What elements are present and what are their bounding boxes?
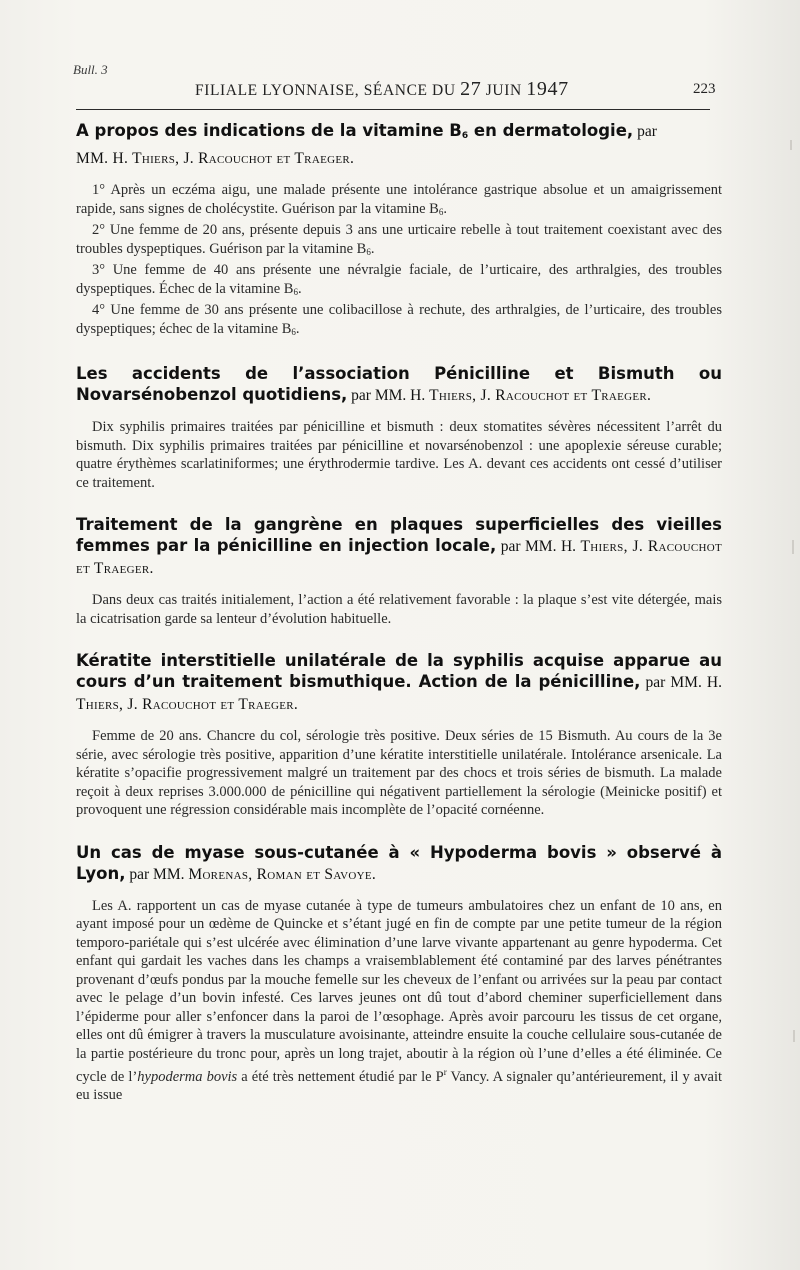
article-keratite	[76, 650, 722, 820]
article-gangrene	[76, 514, 722, 628]
paragraph: Dans deux cas traités initialement, l’action a été relativement favorable : la plaque s’est vite détergée, mais la cicatrisation garde sa lenteur d’évolution habituelle.	[76, 592, 722, 627]
paragraph: 2° Une femme de 20 ans, présente depuis 3 ans une urticaire rebelle à tout traitement coexistant avec des troubles dyspeptiques. Guérison par la vitamine $B_6$.	[76, 222, 722, 257]
title-subscript: 6	[461, 131, 469, 141]
running-head	[195, 78, 569, 101]
title-by: par MM. H.	[347, 387, 430, 404]
scan-artifact	[792, 540, 794, 554]
article-title	[76, 120, 722, 147]
article-myase	[76, 842, 722, 1105]
title-text: A propos des indications de la vitamine B	[76, 121, 462, 140]
title-by: par MM.	[125, 865, 189, 883]
running-head-month: JUIN	[481, 82, 527, 99]
header-rule	[76, 109, 710, 110]
title-text-end: en dermatologie,	[468, 121, 634, 140]
paragraph: 4° Une femme de 30 ans présente une colibacillose à rechute, des arthralgies, de l’urticaire, des troubles dyspeptiques; échec de la vitamine $B_6$.	[76, 302, 722, 337]
title-by: par MM. H.	[496, 538, 581, 555]
article-body	[76, 181, 722, 341]
article-title	[76, 842, 722, 885]
authors: Thiers, J. Racouchot et Traeger.	[429, 387, 652, 404]
authors: Thiers, J. Racouchot et Traeger.	[76, 696, 299, 713]
running-head-text: FILIALE LYONNAISE, SÉANCE DU	[195, 82, 461, 99]
article-body	[76, 418, 722, 492]
paragraph: Les A. rapportent un cas de myase cutanée à type de tumeurs ambulatoires chez un enfant de 10 ans, en ayant imposé pour un œdème de Quincke et s’étant jugé en fin de compte par une petite tumeur de la région temporo-pariétale qui s’est ulcérée avec élimination d’une larve vivante appartenant au genre hypoderma. Cet enfant qui gardait les vaches dans les champs a vraisemblablement été contaminé par des larves pénétrantes provenant d’œufs pondus par la mouche femelle sur les cheveux de l’enfant ou arrivées sur la peau par contact avec le pelage d’un bovin infesté. Ces larves jeunes ont dû tout d’abord cheminer superficiellement dans l’épiderme pour aller s’enfoncer dans la paroi de l’œsophage. Après avoir parcouru les tissus de cet organe, elles ont dû émigrer à travers la musculature avoisinante, atteindre ensuite la couche cellulaire sous-cutanée de la partie postérieure du tronc pour, après un long trajet, aboutir à la région où l’une d’elles a été éliminée. Ce cycle de l’hypoderma bovis a été très nettement étudié par le $P^r$ Vancy. A signaler qu’antérieurement, il y avait eu issue	[76, 897, 722, 1104]
running-head-day: 27	[460, 78, 482, 100]
title-text: Un cas de myase sous-cutanée à « Hypoderma bovis » observé à Lyon,	[76, 842, 722, 883]
title-by: par MM. H.	[640, 674, 722, 691]
article-body	[76, 591, 722, 628]
article-authors-line	[76, 147, 722, 169]
authors: MM. H. Thiers, J. Racouchot et Traeger.	[76, 150, 355, 167]
article-vitamine-b6	[76, 120, 722, 341]
paragraph: Dix syphilis primaires traitées par pénicilline et bismuth : deux stomatites sévères nécessitent l’arrêt du bismuth. Dix syphilis primaires traitées par pénicilline et novarsénobenzol : une apoplexie séreuse curable; quatre érythèmes scarlatiniformes; une érythrodermie tardive. Les A. devant ces accidents ont cessé d’utiliser ce traitement.	[76, 419, 722, 491]
bulletin-marker: Bull. 3	[73, 62, 108, 77]
title-by: par	[633, 123, 657, 140]
article-body	[76, 897, 722, 1105]
authors: Thiers, J. Racouchot et Traeger.	[76, 538, 722, 577]
article-body	[76, 727, 722, 820]
page-number: 223	[693, 81, 716, 97]
running-head-year: 1947	[526, 78, 569, 100]
title-text: Les accidents de l’association Pénicilline et Bismuth ou Novarsénobenzol quotidiens,	[76, 364, 722, 404]
article-title	[76, 650, 722, 715]
title-text: Traitement de la gangrène en plaques superficielles des vieilles femmes par la pénicilline en injection locale,	[76, 515, 722, 555]
scan-artifact	[790, 140, 792, 150]
paragraph: 3° Une femme de 40 ans présente une névralgie faciale, de l’urticaire, des arthralgies, des troubles dyspeptiques. Échec de la vitamine $B_6$.	[76, 262, 722, 297]
paragraph: Femme de 20 ans. Chancre du col, sérologie très positive. Deux séries de 15 Bismuth. Au cours de la 3e série, avec sérologie très positive, apparition d’une kératite interstitielle unilatérale. Intolérance arsenicale. La kératite s’opacifie progressivement malgré un traitement par des chocs et trois séries de bismuth. La malade reçoit à deux reprises 3.000.000 de pénicilline qui négativent partiellement la sérologie (Meinicke positif) et provoquent une régression considérable mais incomplète de l’opacité cornéenne.	[76, 728, 722, 818]
paragraph: 1° Après un eczéma aigu, une malade présente une intolérance gastrique absolue et un amaigrissement rapide, sans signes de cholécystite. Guérison par la vitamine $B_6$.	[76, 182, 722, 217]
title-text: Kératite interstitielle unilatérale de la syphilis acquise apparue au cours d’un traitement bismuthique. Action de la pénicilline,	[76, 651, 722, 691]
page-content	[76, 120, 722, 1105]
authors: Morenas, Roman et Savoye.	[188, 865, 377, 883]
article-title	[76, 363, 722, 406]
article-penicilline-bismuth	[76, 363, 722, 492]
scan-artifact	[793, 1030, 795, 1042]
article-title	[76, 514, 722, 579]
